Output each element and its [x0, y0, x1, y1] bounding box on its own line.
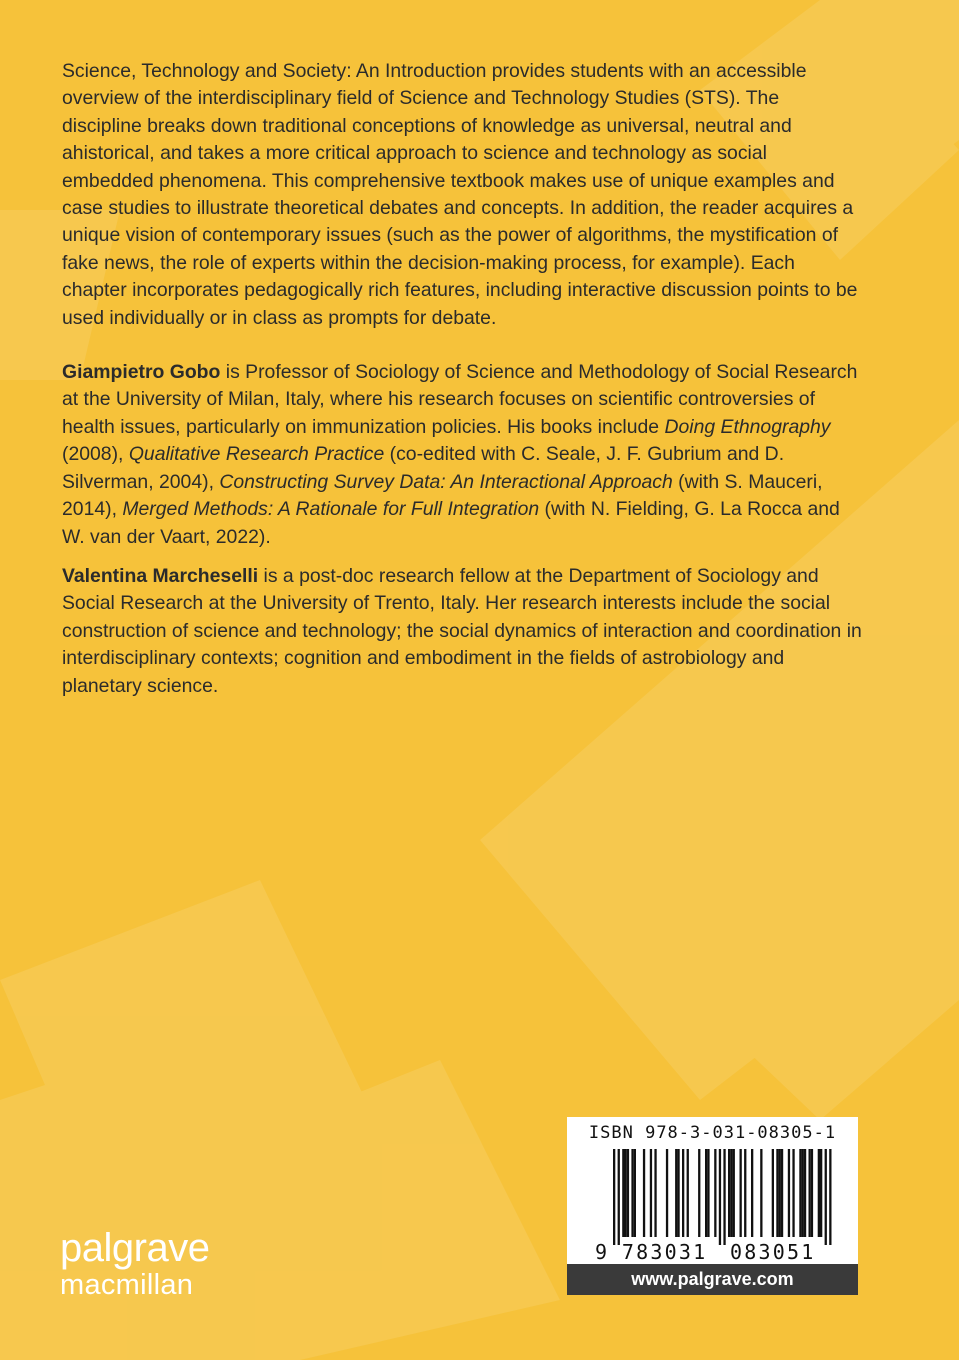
barcode-digits: 783031 [621, 1240, 708, 1264]
book-title: Doing Ethnography [664, 415, 831, 438]
barcode-bar [740, 1149, 742, 1237]
barcode-bar [687, 1149, 689, 1237]
barcode-bar [643, 1149, 645, 1237]
barcode-bar [634, 1149, 636, 1237]
publisher-website[interactable]: www.palgrave.com [567, 1264, 858, 1295]
logo-macmillan: macmillan [60, 1269, 194, 1301]
isbn-label: ISBN 978-3-031-08305-1 [588, 1123, 837, 1143]
barcode-bar [792, 1149, 794, 1237]
barcode-bar [707, 1149, 709, 1237]
author-bio-marcheselli [62, 563, 862, 700]
logo-palgrave: palgrave [60, 1226, 210, 1270]
author-name: Valentina Marcheselli [62, 564, 259, 587]
bio-text: is a post-doc research fellow at the Department of Sociology and Social Research at the University of Trento, Italy. Her research interests include the social construction of science and technology; the social dynamics of interaction and coordination in interdisciplinary contexts; cognition and embodiment in the fields of astrobiology and planetary science. [62, 564, 862, 697]
barcode-bar [730, 1149, 732, 1237]
barcode-bar [666, 1149, 668, 1237]
barcode-bar [654, 1149, 656, 1237]
back-cover-text [62, 58, 862, 712]
barcode-bar [625, 1149, 627, 1237]
barcode-bar [809, 1149, 811, 1237]
palgrave-macmillan-logo [60, 1228, 209, 1302]
barcode-bar [751, 1149, 753, 1237]
barcode-bar [788, 1149, 790, 1237]
bio-text: (co-edited with C. Seale, J. F. Gubrium and D. Silverman, 2004), [62, 443, 785, 493]
barcode-bar [719, 1149, 721, 1245]
book-title: Qualitative Research Practice [128, 443, 385, 466]
barcode-bar [820, 1149, 822, 1237]
barcode-digits: 083051 [730, 1240, 816, 1264]
barcode-bar [802, 1149, 804, 1237]
barcode-bar [776, 1149, 778, 1237]
barcode-bar [698, 1149, 700, 1237]
barcode-bar [799, 1149, 801, 1237]
author-name: Giampietro Gobo [62, 361, 221, 384]
bio-text: (with N. Fielding, G. La Rocca and W. van der Vaart, 2022). [62, 498, 840, 548]
barcode-bar [825, 1149, 827, 1245]
isbn-barcode [567, 1117, 858, 1264]
barcode-bar [677, 1149, 679, 1237]
barcode-bar [744, 1149, 746, 1237]
bio-text: is Professor of Sociology of Science and Methodology of Social Research at the University of Milan, Italy, where his research focuses on scientific controversies of health issues, particularly on immunization policies. His books include [62, 361, 858, 438]
barcode-bar [818, 1149, 820, 1237]
barcode-bar [675, 1149, 677, 1237]
book-title: Constructing Survey Data: An Interactional Approach [219, 470, 673, 493]
barcode-bar [733, 1149, 735, 1237]
book-title: Merged Methods: A Rationale for Full Integration [122, 498, 540, 521]
barcode-bar [804, 1149, 806, 1237]
barcode-bar [829, 1149, 831, 1245]
barcode-bar [760, 1149, 762, 1237]
barcode-bar [622, 1149, 624, 1237]
barcode-bar [682, 1149, 684, 1237]
barcode-graphic [567, 1117, 858, 1264]
author-bio-gobo [62, 359, 862, 551]
bio-text: (2008), [62, 443, 129, 466]
barcode-bar [723, 1149, 725, 1245]
barcode-bar [613, 1149, 615, 1245]
book-description: Science, Technology and Society: An Introduction provides students with an accessible overview of the interdisciplinary field of Science and Technology Studies (STS). The discipline breaks down traditional conceptions of knowledge as universal, neutral and ahistorical, and takes a more critical approach to science and technology as social embedded phenomena. This comprehensive textbook makes use of unique examples and case studies to illustrate theoretical debates and concepts. In addition, the reader acquires a unique vision of contemporary issues (such as the power of algorithms, the mystification of fake news, the role of experts within the decision-making process, for example). Each chapter incorporates pedagogically rich features, including interactive discussion points to be used individually or in class as prompts for debate. [62, 60, 858, 329]
barcode-bar [772, 1149, 774, 1237]
barcode-bar [618, 1149, 620, 1245]
bio-text: (with S. Mauceri, 2014), [62, 470, 823, 521]
barcode-bar [627, 1149, 629, 1237]
barcode-bar [781, 1149, 783, 1237]
barcode-digits: 9 [595, 1240, 610, 1264]
barcode-bar [779, 1149, 781, 1237]
barcode-bar [631, 1149, 633, 1237]
barcode-bar [650, 1149, 652, 1237]
barcode-bar [714, 1149, 716, 1237]
barcode-bar [705, 1149, 707, 1237]
barcode-bar [811, 1149, 813, 1237]
barcode-bar [728, 1149, 730, 1237]
